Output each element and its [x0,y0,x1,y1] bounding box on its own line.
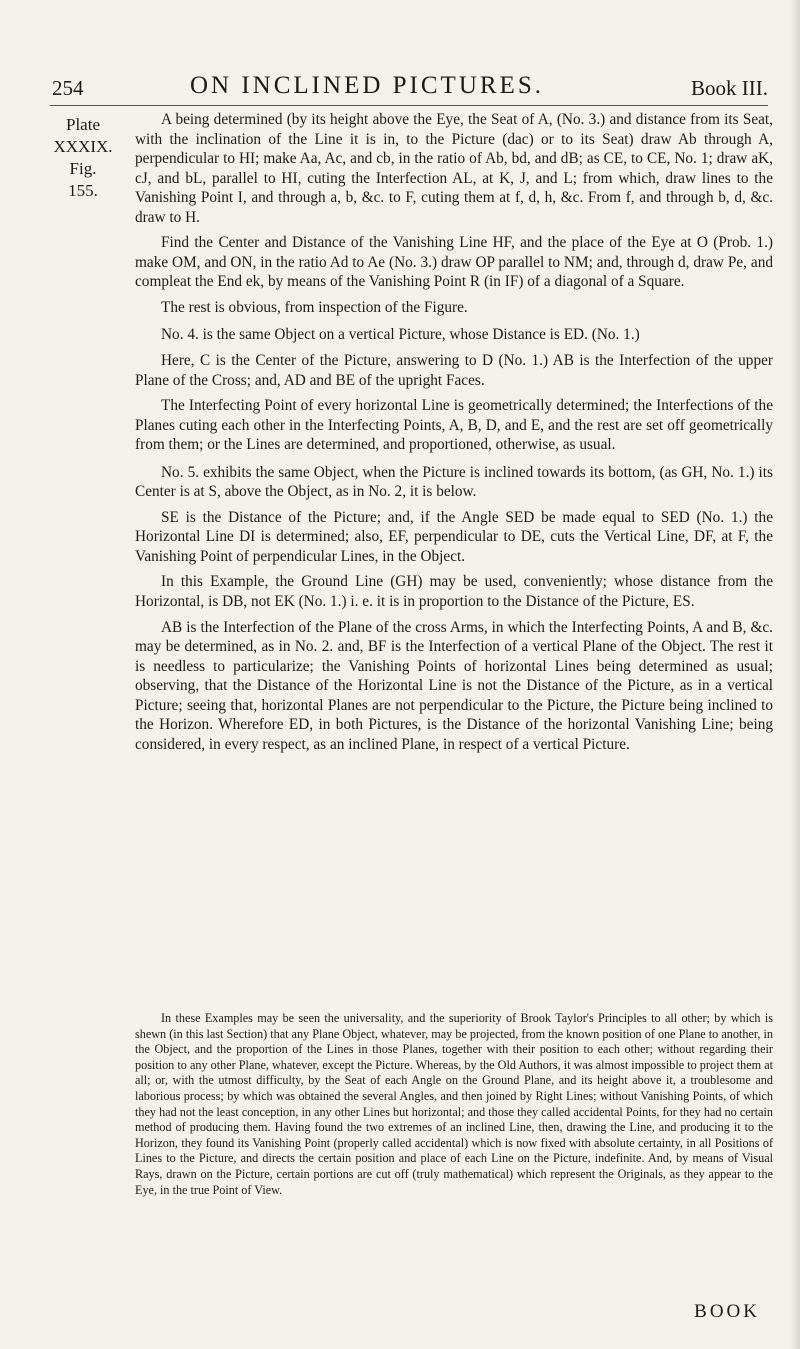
plate-label: Plate [66,115,100,134]
paragraph: Find the Center and Distance of the Vanishing Line HF, and the place of the Eye at O (Prob. 1.) make OM, and ON, in the ratio Ad to Ae (No. 3.) draw OP parallel to NM; and, through d, draw Pe, and compleat the End ek, by means of the Vanishing Point R (in IF) of a diagonal of a Square. [135,234,773,291]
figure-number: Fig. 155. [68,159,98,200]
paragraph: The rest is obvious, from inspection of the Figure. [161,298,468,316]
page-header [50,72,768,102]
paragraph: A being determined (by its height above the Eye, the Seat of A, (No. 3.) and distance from its Seat, with the inclination of the Line it is in, to the Picture (dac) or to its Seat) draw Ab through A, perpendicular to HI; make Aa, Ac, and cb, in the ratio of Ab, bd, and dB; as CE, to CE, No. 1; draw aK, cJ, and bL, parallel to HI, cuting the Interfection AL, at K, J, and L; from which, draw lines to the Vanishing Point I, and through a, b, &c. to F, cuting them at f, d, h, &c. From f, and through b, d, &c. draw to H. [135,111,773,226]
page-edge-shadow [790,0,800,1349]
page-number: 254 [52,76,84,100]
footnote-text: In these Examples may be seen the universality, and the superiority of Brook Taylor's Principles to all other; by which is shewn (in this last Section) that any Plane Object, whatever, may be projected, from the known position of one Plane to another, in the Object, and the proportion of the Lines in those Planes, together with their position to each other; without regarding their position to any other Plane, whatever, except the Picture. Whereas, by the Old Authors, it was almost impossible to project them at all; or, with the utmost difficulty, by the Seat of each Angle on the Ground Plane, and its height above it, a troublesome and laborious process; by which was obtained the several Angles, and then joined by Right Lines; without Vanishing Points, of which they had not the least conception, in any other Lines but horizontal; and those they called accidental Points, for they had no certain method of producing them. Having found the two extremes of an inclined Line, then, drawing the Line, and producing it to the Horizon, they found its Vanishing Point (properly called accidental) which is now fixed with absolute certainty, in all Positions of Lines to the Picture, and directs the certain position and place of each Line on the Picture, indefinite. And, by means of Visual Rays, drawn on the Picture, certain portions are cut off (truly mathematical) which represent the Originals, as they appear to the Eye, in the true Point of View. [135,1011,773,1197]
footnote [135,1011,773,1198]
plate-reference [53,114,113,202]
paragraph: The Interfecting Point of every horizontal Line is geometrically determined; the Interfections of the Planes cuting each other in the Interfecting Points, A, B, D, and E, and the rest are set off geometrically from them; or the Lines are determined, and proportioned, otherwise, as usual. [135,397,773,454]
catchword: BOOK [694,1301,760,1322]
body-text [135,110,773,762]
paragraph: Here, C is the Center of the Picture, answering to D (No. 1.) AB is the Interfection of the upper Plane of the Cross; and, AD and BE of the upright Faces. [135,352,773,389]
paragraph: AB is the Interfection of the Plane of the cross Arms, in which the Interfecting Points, A and B, &c. may be determined, as in No. 2. and, BF is the Interfection of a vertical Plane of the Object. The rest it is needless to particularize; the Vanishing Points of horizontal Lines being determined as usual; observing, that the Distance of the Horizontal Line is not the Distance of the Picture, as in a vertical Picture; seeing that, horizontal Planes are not perpendicular to the Picture, the Picture being inclined to the Horizon. Wherefore ED, in both Pictures, is the Distance of the horizontal Vanishing Line; being considered, in every respect, as an inclined Plane, in respect of a vertical Picture. [135,618,773,753]
paragraph: In this Example, the Ground Line (GH) may be used, conveniently; whose distance from the Horizontal, is DB, not EK (No. 1.) i. e. it is in proportion to the Distance of the Picture, ES. [135,573,773,611]
paragraph: No. 5. exhibits the same Object, when the Picture is inclined towards its bottom, (as GH, No. 1.) its Center is at S, above the Object, as in No. 2, it is below. [135,463,773,501]
plate-number: XXXIX. [53,137,113,156]
header-rule [50,105,768,106]
paragraph: SE is the Distance of the Picture; and, if the Angle SED be made equal to SED (No. 1.) the Horizontal Line DI is determined; also, EF, perpendicular to DE, cuts the Vertical Line, DF, at F, the Vanishing Point of perpendicular Lines, in the Object. [135,508,773,565]
book-label: Book III. [691,76,768,100]
paragraph: No. 4. is the same Object on a vertical Picture, whose Distance is ED. (No. 1.) [161,326,640,344]
running-title: ON INCLINED PICTURES. [190,72,544,99]
